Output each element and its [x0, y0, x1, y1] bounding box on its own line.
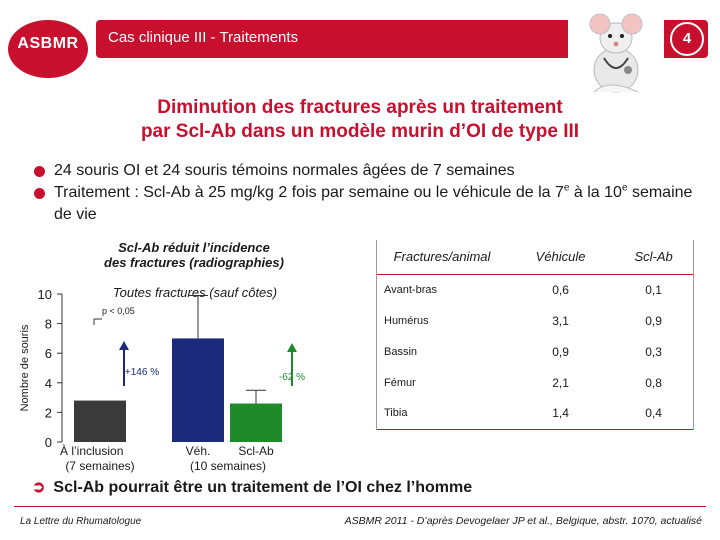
chart-heading — [80, 240, 308, 270]
y-tick-label: 8 — [44, 316, 52, 332]
bar — [172, 338, 224, 442]
fractures-bar-chart — [0, 278, 372, 478]
table-cell: 0,4 — [613, 398, 694, 429]
table-cell: 0,1 — [645, 282, 662, 297]
table-header-row — [376, 240, 694, 274]
table-cell: Humérus — [384, 314, 429, 327]
y-tick-label: 2 — [44, 405, 52, 421]
y-tick-label: 6 — [44, 346, 52, 362]
conclusion — [32, 477, 472, 497]
decrease-annotation: -62 % — [278, 372, 306, 383]
table-cell: 1,4 — [508, 398, 613, 429]
decrease-arrow-head — [287, 343, 297, 352]
bullet-text-part: Traitement : Scl-Ab à 25 mg/kg 2 fois par semaine ou le véhicule de la 7 — [54, 184, 564, 201]
bullet-item — [34, 182, 694, 226]
table-cell: 3,1 — [552, 313, 569, 328]
group-label: (10 semaines) — [189, 459, 267, 473]
footer-source: La Lettre du Rhumatologue — [20, 516, 142, 527]
table-row — [376, 367, 694, 398]
y-axis-label: Nombre de souris — [19, 324, 31, 412]
slide-title-line-2: par Scl-Ab dans un modèle murin d’OI de type III — [140, 121, 580, 142]
superscript: e — [621, 182, 628, 194]
bullet-text: 24 souris OI et 24 souris témoins normales âgées de 7 semaines — [54, 162, 515, 179]
y-tick-label: 4 — [44, 375, 52, 391]
table-row — [376, 274, 694, 305]
table-cell: 0,8 — [645, 375, 662, 390]
table-cell: 0,6 — [552, 282, 569, 297]
bullet-text-part: semaine de vie — [54, 184, 693, 223]
conclusion-text: Scl-Ab pourrait être un traitement de l’OI chez l’homme — [53, 479, 473, 496]
bar — [74, 401, 126, 442]
table-row — [376, 336, 694, 367]
group-label: (7 semaines) — [65, 459, 135, 473]
p-value-annotation: p < 0,05 — [102, 306, 135, 316]
table-cell: 0,9 — [645, 313, 662, 328]
y-tick-label: 10 — [37, 287, 52, 302]
bar — [230, 404, 282, 442]
footer-citation: ASBMR 2011 - D’après Devogelaer JP et al., Belgique, abstr. 1070, actualisé — [344, 515, 702, 527]
category-label: À l’inclusion — [60, 444, 124, 458]
table-cell: 0,3 — [645, 344, 662, 359]
bullet-item — [34, 160, 694, 182]
table-header-cell: Fractures/animal — [376, 240, 508, 274]
fractures-table — [376, 240, 694, 430]
arrow-icon: ➲ — [32, 479, 46, 496]
table-header-cell: Scl-Ab — [613, 240, 694, 274]
increase-arrow-head — [119, 341, 129, 350]
table-cell: Fémur — [384, 376, 416, 389]
table-cell: 0,9 — [552, 344, 569, 359]
superscript: e — [563, 182, 570, 194]
table-row — [376, 305, 694, 336]
page-number-badge: 4 — [670, 22, 704, 56]
bullet-dot-icon — [34, 188, 45, 199]
increase-annotation: +146 % — [124, 367, 160, 378]
footer-divider — [14, 506, 706, 507]
chart-title: Toutes fractures (sauf côtes) — [112, 285, 278, 300]
header-title: Cas clinique III - Traitements — [108, 29, 299, 46]
chart-heading-line-1: Scl-Ab réduit l’incidence — [118, 240, 270, 255]
table-cell: Bassin — [384, 345, 418, 358]
table-cell: Avant-bras — [384, 283, 437, 296]
asbmr-logo — [8, 20, 88, 78]
table-cell: 2,1 — [552, 375, 569, 390]
category-label: Scl-Ab — [238, 444, 274, 458]
chart-heading-line-2: des fractures (radiographies) — [104, 255, 284, 270]
category-label: Véh. — [185, 444, 211, 458]
table-header-cell: Véhicule — [508, 240, 613, 274]
bullet-list — [34, 160, 694, 226]
mouse-doctor-icon — [568, 8, 664, 96]
bullet-dot-icon — [34, 166, 45, 177]
y-tick-label: 0 — [44, 435, 52, 450]
slide-title-line-1: Diminution des fractures après un traitement — [157, 97, 563, 118]
slide-title — [60, 96, 660, 144]
bullet-text-part: à la 10 — [569, 184, 622, 201]
logo-text: ASBMR — [17, 35, 79, 52]
table-cell: Tibia — [376, 398, 508, 429]
table-row — [376, 398, 694, 429]
